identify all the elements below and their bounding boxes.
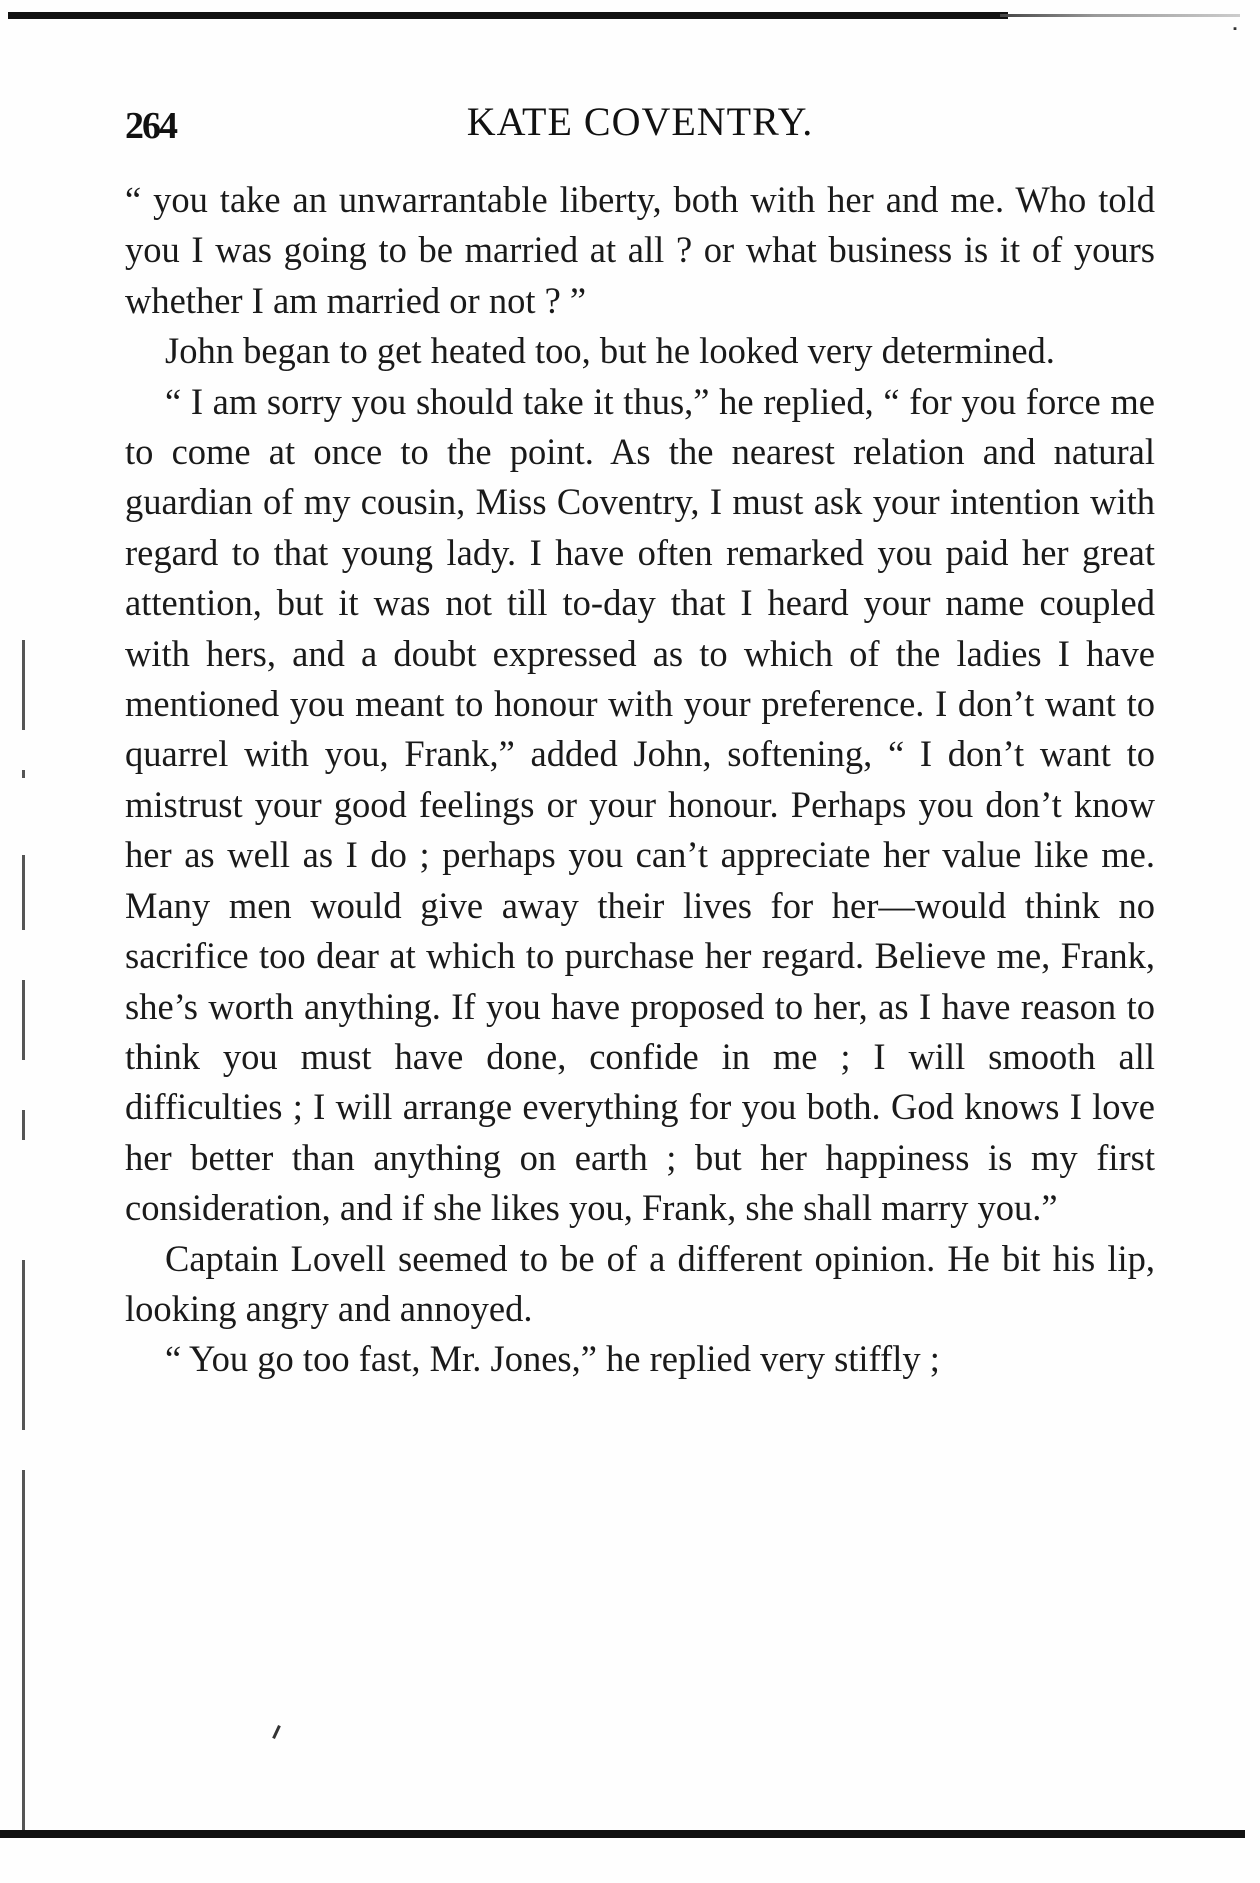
body-text: [125, 175, 1155, 1385]
scan-mark: [22, 770, 25, 778]
stray-ink-mark: [272, 1725, 281, 1739]
paragraph-text: “ you take an unwarrantable liberty, both with her and me. Who told you I was going to be married at all ? or what business is it of yours whether I am married or not ? ”: [125, 179, 1155, 321]
top-rule: [8, 12, 1008, 19]
paragraph: [125, 377, 1155, 1234]
paragraph: [125, 326, 1155, 376]
paragraph: [125, 1234, 1155, 1335]
paragraph-text: “ I am sorry you should take it thus,” he replied, “ for you force me to come at once to the point. As the nearest relation and natural guardian of my cousin, Miss Coventry, I must ask your intention with regard to that young lady. I have often remarked you paid her great attention, but it was not till to-day that I heard your name coupled with hers, and a doubt expressed as to which of the ladies I have mentioned you meant to honour with your preference. I don’t want to quarrel with you, Frank,” added John, softening, “ I don’t want to mistrust your good feelings or your honour. Perhaps you don’t know her as well as I do ; perhaps you can’t appreciate her value like me. Many men would give away their lives for her—would think no sacrifice too dear at which to purchase her regard. Believe me, Frank, she’s worth anything. If you have proposed to her, as I have reason to think you must have done, confide in me ; I will smooth all difficulties ; I will arrange everything for you both. God knows I love her better than anything on earth ; but her happiness is my first consideration, and if she likes you, Frank, she shall marry you.”: [125, 380, 1155, 1229]
scan-mark: [22, 1260, 25, 1430]
running-head: KATE COVENTRY.: [466, 99, 814, 144]
paragraph-text: John began to get heated too, but he looked very determined.: [165, 330, 1055, 372]
scan-mark: [22, 640, 25, 730]
scan-mark: [22, 980, 25, 1060]
page-number: 264: [125, 105, 176, 147]
top-rule-faded: [1000, 14, 1240, 17]
bottom-rule: [0, 1830, 1245, 1838]
scan-margin-marks: [22, 640, 28, 1840]
paragraph: [125, 1334, 1155, 1384]
paragraph-text: “ You go too fast, Mr. Jones,” he replied very stiffly ;: [165, 1338, 940, 1380]
scan-mark: [22, 855, 25, 930]
scan-mark: [22, 1110, 25, 1140]
corner-speck-icon: ˙: [1228, 22, 1242, 55]
scan-mark: [22, 1470, 25, 1830]
paragraph: [125, 175, 1155, 326]
paragraph-text: Captain Lovell seemed to be of a different opinion. He bit his lip, looking angry and annoyed.: [125, 1237, 1155, 1329]
page-header: [125, 98, 1155, 158]
